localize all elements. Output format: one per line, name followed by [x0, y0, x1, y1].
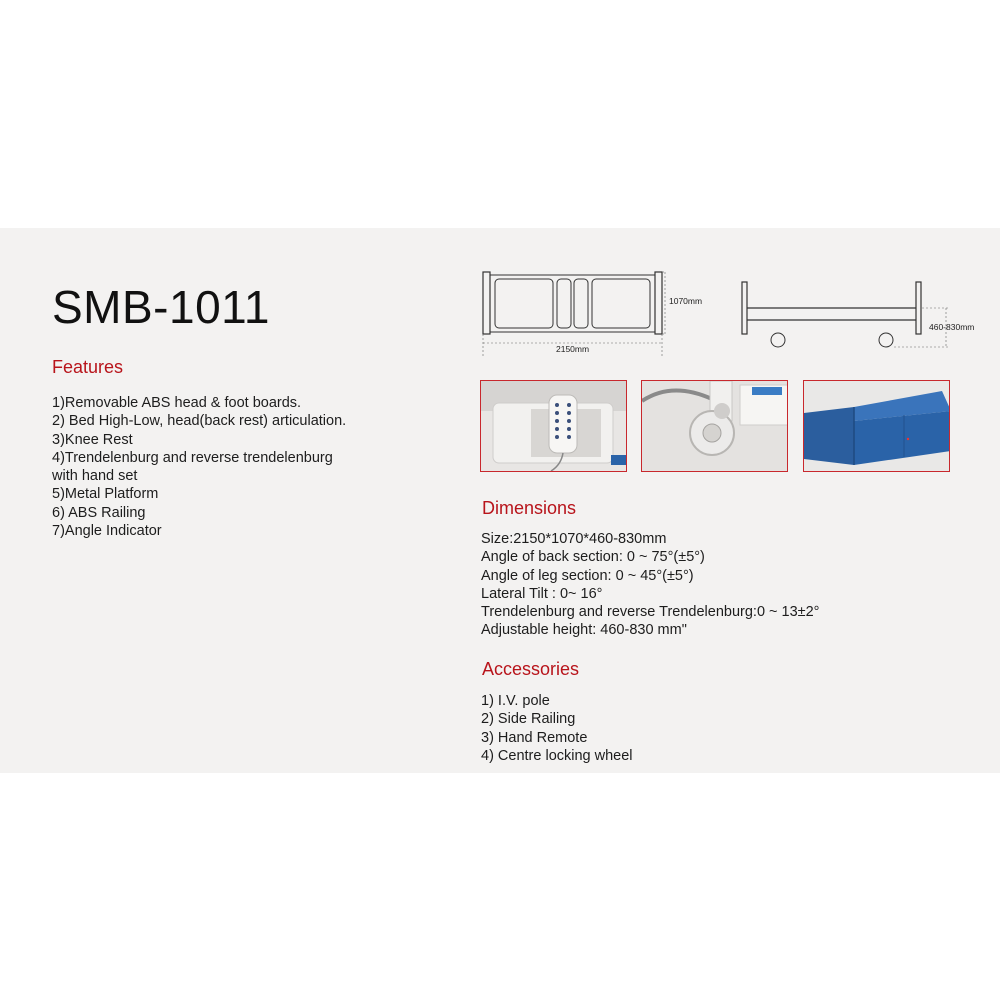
feature-item: 2) Bed High-Low, head(back rest) articulation. — [52, 413, 347, 430]
board-panel — [574, 279, 588, 328]
dimension-item: Angle of leg section: 0 ~ 45°(±5°) — [481, 567, 694, 584]
width-label: 2150mm — [556, 344, 590, 354]
board-frame — [490, 275, 655, 332]
dimension-item: Trendelenburg and reverse Trendelenburg:0 ~ 13±2° — [481, 604, 820, 621]
dimensions-heading: Dimensions — [482, 498, 577, 518]
height-label: 1070mm — [669, 296, 703, 306]
remote-control — [549, 395, 577, 453]
product-title: SMB-1011 — [52, 281, 270, 333]
feature-item: 6) ABS Railing — [52, 504, 146, 521]
board-panel — [592, 279, 650, 328]
accessory-item: 3) Hand Remote — [481, 729, 588, 746]
dimension-item: Adjustable height: 460-830 mm" — [481, 622, 687, 639]
accessories-heading: Accessories — [482, 659, 580, 679]
features-list — [52, 394, 392, 540]
features-heading: Features — [52, 357, 124, 377]
side-dimension-diagram — [736, 276, 994, 356]
dimension-item: Angle of back section: 0 ~ 75°(±5°) — [481, 549, 705, 566]
mattress-photo — [803, 380, 950, 472]
right-post — [655, 272, 662, 334]
feature-item: 1)Removable ABS head & foot boards. — [52, 395, 302, 411]
wheel — [879, 333, 893, 347]
accessories-list — [481, 692, 781, 765]
feature-item: 7)Angle Indicator — [52, 523, 162, 540]
accessory-item: 4) Centre locking wheel — [481, 747, 633, 764]
locking-wheel-photo — [641, 380, 788, 472]
accessory-item: 2) Side Railing — [481, 711, 576, 728]
accessory-item: 1) I.V. pole — [481, 693, 550, 709]
hand-remote-photo — [480, 380, 627, 472]
feature-item: 4)Trendelenburg and reverse trendelenburg — [52, 449, 333, 466]
dimension-item: Lateral Tilt : 0~ 16° — [481, 585, 603, 602]
headboard-dimension-diagram — [478, 268, 718, 360]
feature-item: 3)Knee Rest — [52, 431, 133, 448]
left-post — [483, 272, 490, 334]
dimension-item: Size:2150*1070*460-830mm — [481, 531, 667, 547]
foot-post — [916, 282, 921, 334]
head-post — [742, 282, 747, 334]
height-range-label: 460-830mm — [929, 322, 975, 332]
dimensions-list — [481, 530, 911, 640]
feature-item: 5)Metal Platform — [52, 486, 159, 503]
board-panel — [557, 279, 571, 328]
feature-item: with hand set — [52, 468, 138, 485]
board-panel — [495, 279, 553, 328]
wheel — [771, 333, 785, 347]
